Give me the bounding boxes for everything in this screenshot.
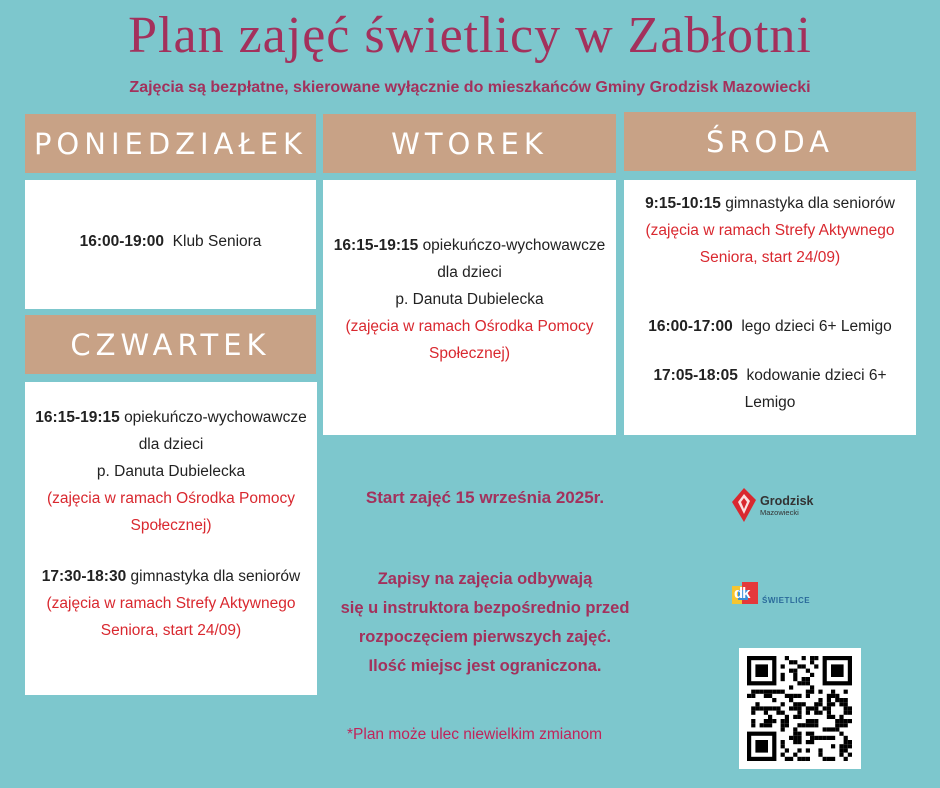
day-header-thursday	[25, 315, 316, 374]
entry-note: (zajęcia w ramach Strefy Aktywnego	[645, 222, 895, 239]
entry-time: 16:00-17:00	[648, 318, 733, 335]
entry-text: opiekuńczo-wychowawcze	[124, 409, 307, 426]
entry-note-line2: Seniora, start 24/09)	[100, 622, 242, 639]
entry-text-line2: dla dzieci	[138, 436, 204, 453]
entry-text: kodowanie dzieci 6+	[746, 367, 887, 384]
entry-time: 9:15-10:15	[645, 195, 721, 212]
schedule-entry	[25, 228, 316, 255]
schedule-entry	[323, 232, 616, 367]
day-name: CZWARTEK	[70, 327, 271, 362]
day-header-tuesday	[323, 114, 616, 173]
entry-text: lego dzieci 6+ Lemigo	[741, 318, 892, 335]
entry-text-line2: Lemigo	[744, 394, 796, 411]
entry-instructor: p. Danuta Dubielecka	[96, 463, 246, 480]
entry-text: gimnastyka dla seniorów	[725, 195, 895, 212]
signup-line: się u instruktora bezpośrednio przed	[340, 599, 630, 617]
entry-text: gimnastyka dla seniorów	[130, 568, 301, 585]
entry-text: Klub Seniora	[172, 233, 262, 250]
day-name: PONIEDZIAŁEK	[33, 126, 308, 161]
entry-note-line2: Społecznej)	[429, 345, 510, 362]
entry-instructor: p. Danuta Dubielecka	[395, 291, 544, 308]
schedule-entry	[624, 313, 916, 340]
day-header-wednesday	[624, 112, 916, 171]
signup-line: Zapisy na zajęcia odbywają	[377, 570, 593, 588]
day-card-tuesday	[323, 180, 616, 435]
entry-note: (zajęcia w ramach Ośrodka Pomocy	[345, 318, 594, 335]
qr-code[interactable]	[739, 648, 861, 769]
schedule-entry	[25, 563, 317, 644]
signup-line: Ilość miejsc jest ograniczona.	[368, 657, 602, 675]
start-info: Start zajęć 15 września 2025r.	[365, 488, 605, 507]
signup-line: rozpoczęciem pierwszych zajęć.	[358, 628, 612, 646]
grodzisk-logo-name: Grodzisk	[760, 494, 814, 508]
entry-note: (zajęcia w ramach Strefy Aktywnego	[46, 595, 296, 612]
entry-note-line2: Seniora, start 24/09)	[699, 249, 841, 266]
grodzisk-logo	[732, 488, 842, 522]
grodzisk-logo-sub: Mazowiecki	[760, 508, 799, 517]
grodzisk-logo-icon	[732, 488, 756, 522]
schedule-entry	[25, 404, 317, 539]
day-name: WTOREK	[391, 126, 548, 161]
entry-note: (zajęcia w ramach Ośrodka Pomocy	[46, 490, 296, 507]
dk-logo-icon	[732, 582, 758, 606]
footnote: *Plan może ulec niewielkim zmianom	[347, 726, 602, 743]
entry-text: opiekuńczo-wychowawcze	[422, 237, 606, 254]
dk-swietlice-logo	[730, 582, 840, 612]
page-title: Plan zajęć świetlicy w Zabłotni	[128, 7, 812, 64]
dk-logo-name: ŚWIETLICE	[762, 596, 811, 605]
day-name: ŚRODA	[705, 124, 835, 159]
entry-note-line2: Społecznej)	[130, 517, 212, 534]
entry-time: 16:15-19:15	[35, 409, 120, 426]
entry-time: 17:05-18:05	[653, 367, 738, 384]
qr-code-image	[739, 648, 861, 769]
day-header-monday	[25, 114, 316, 173]
day-card-wednesday	[624, 180, 916, 435]
dk-logo-mark: dk	[734, 585, 750, 602]
entry-time: 17:30-18:30	[41, 568, 127, 585]
schedule-entry	[624, 362, 916, 416]
page-subtitle: Zajęcia są bezpłatne, skierowane wyłącznie do mieszkańców Gminy Grodzisk Mazowiecki	[129, 79, 811, 96]
entry-time: 16:00-19:00	[79, 233, 165, 250]
day-card-thursday	[25, 382, 317, 695]
entry-text-line2: dla dzieci	[437, 264, 502, 281]
entry-time: 16:15-19:15	[333, 237, 419, 254]
schedule-entry	[624, 190, 916, 271]
day-card-monday	[25, 180, 316, 309]
signup-info	[320, 565, 650, 681]
